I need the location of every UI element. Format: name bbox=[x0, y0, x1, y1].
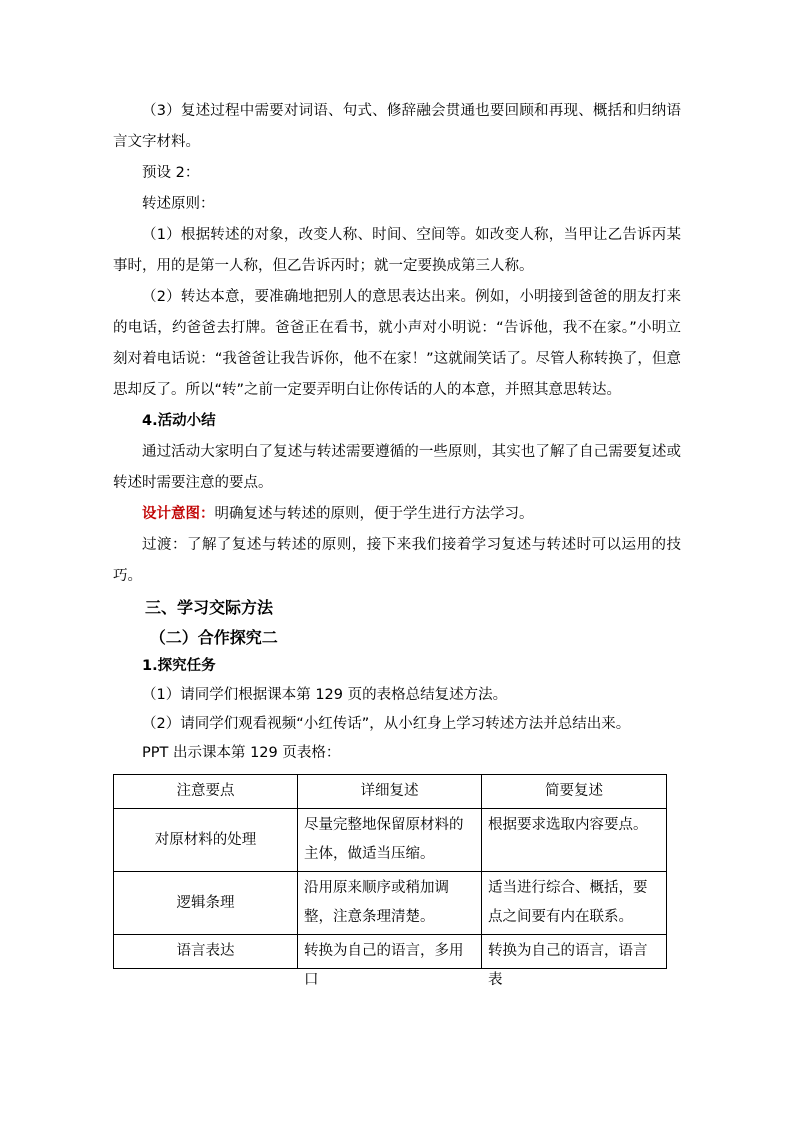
design-intent-label: 设计意图： bbox=[142, 506, 215, 522]
relay-principle-1: （1）根据转述的对象，改变人称、时间、空间等。如改变人称，当甲让乙告诉丙某事时，用的是第一人称，但乙告诉丙时；就一定要换成第三人称。 bbox=[113, 227, 681, 274]
table-cell-brief: 适当进行综合、概括，要点之间要有内在联系。 bbox=[482, 872, 667, 935]
table-header-cell: 简要复述 bbox=[482, 775, 667, 809]
transition-text: 过渡：了解了复述与转述的原则，接下来我们接着学习复述与转述时可以运用的技巧。 bbox=[113, 537, 681, 584]
table-header-cell: 详细复述 bbox=[298, 775, 482, 809]
relay-principle-label: 转述原则： bbox=[142, 196, 215, 212]
table-row bbox=[114, 809, 667, 872]
table-row-point: 对原材料的处理 bbox=[114, 809, 298, 872]
restate-point-3: （3）复述过程中需要对词语、句式、修辞融会贯通也要回顾和再现、概括和归纳语言文字材料。 bbox=[113, 103, 681, 150]
preset-2-label: 预设 2： bbox=[142, 165, 200, 181]
table-cell-brief-text: 转换为自己的语言，语言表 bbox=[488, 943, 648, 988]
table-row-point: 逻辑条理 bbox=[114, 872, 298, 935]
inquiry-task-heading: 1.探究任务 bbox=[142, 658, 216, 674]
relay-principle-2: （2）转达本意，要准确地把别人的意思表达出来。例如，小明接到爸爸的朋友打来的电话，约爸爸去打牌。爸爸正在看书，就小声对小明说：“告诉他，我不在家。”小明立刻对着电话说：“我爸爸让我告诉你，他不在家！”这就闹笑话了。尽管人称转换了，但意思却反了。所以“转”之前一定要弄明白让你传话的人的本意，并照其意思转达。 bbox=[113, 289, 681, 398]
activity-summary-text: 通过活动大家明白了复述与转述需要遵循的一些原则，其实也了解了自己需要复述或转述时需要注意的要点。 bbox=[113, 444, 681, 491]
section-3-title: 三、学习交际方法 bbox=[145, 598, 274, 617]
table-row bbox=[114, 935, 667, 969]
inquiry-task-1: （1）请同学们根据课本第 129 页的表格总结复述方法。 bbox=[142, 687, 508, 703]
table-cell-detailed: 尽量完整地保留原材料的主体，做适当压缩。 bbox=[298, 809, 482, 872]
table-cell-brief: 根据要求选取内容要点。 bbox=[482, 809, 667, 872]
table-cell-detailed bbox=[298, 935, 482, 988]
table-row bbox=[114, 872, 667, 935]
table-cell-detailed-text: 转换为自己的语言，多用口 bbox=[304, 943, 464, 988]
table-header-cell: 注意要点 bbox=[114, 775, 298, 809]
table-row-point-text: 语言表达 bbox=[176, 943, 235, 959]
document-page bbox=[113, 96, 681, 988]
design-intent-text: 明确复述与转述的原则，便于学生进行方法学习。 bbox=[214, 506, 534, 522]
restate-method-table bbox=[113, 774, 667, 988]
table-cell-detailed: 沿用原来顺序或稍加调整，注意条理清楚。 bbox=[298, 872, 482, 935]
ppt-note: PPT 出示课本第 129 页表格： bbox=[142, 745, 341, 761]
design-intent bbox=[113, 499, 681, 530]
table-header-row bbox=[114, 775, 667, 809]
table-cell-brief bbox=[482, 935, 667, 988]
table-row-point bbox=[114, 935, 298, 969]
inquiry-task-2: （2）请同学们观看视频“小红传话”，从小红身上学习转述方法并总结出来。 bbox=[142, 716, 631, 732]
cooperative-inquiry-2-title: （二）合作探究二 bbox=[149, 628, 278, 647]
activity-summary-heading: 4.活动小结 bbox=[142, 413, 216, 429]
